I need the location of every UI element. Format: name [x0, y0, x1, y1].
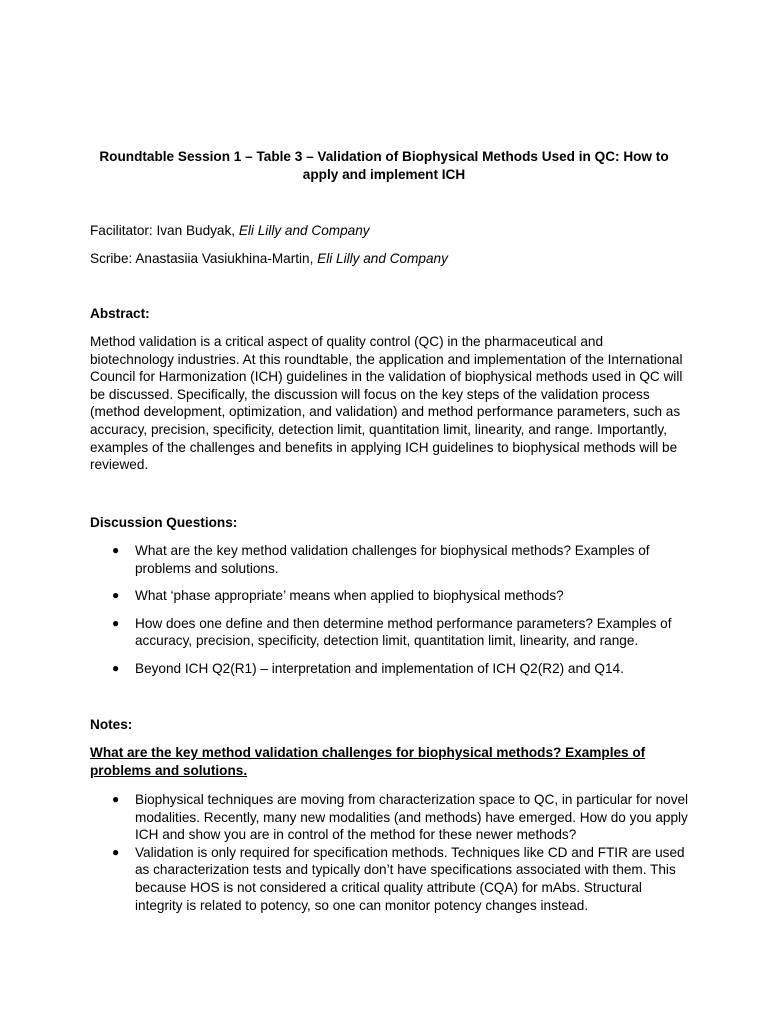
- discussion-item: [90, 587, 690, 605]
- bullet-icon: ●: [112, 844, 120, 859]
- bullet-icon: ●: [112, 615, 120, 630]
- bullet-icon: ●: [112, 588, 120, 603]
- notes-subheading: What are the key method validation challenges for biophysical methods? Examples of problems and solutions.: [90, 745, 646, 778]
- discussion-heading: Discussion Questions:: [90, 515, 238, 530]
- facilitator-line: [90, 222, 370, 240]
- notes-heading: Notes:: [90, 717, 133, 732]
- discussion-item: [90, 615, 690, 650]
- abstract-heading: Abstract:: [90, 306, 150, 321]
- discussion-list: [90, 542, 690, 678]
- bullet-icon: ●: [112, 792, 120, 806]
- facilitator-org: Eli Lilly and Company: [238, 223, 370, 238]
- notes-item-text: Validation is only required for specification methods. Techniques like CD and FTIR are used as characterization tests and typically don’t have specifications associated with them. This because HOS is not considered a critical quality attribute (CQA) for mAbs. Structural integrity is related to potency, so one can monitor potency changes instead.: [135, 844, 685, 913]
- notes-list: [90, 791, 690, 914]
- notes-item: [90, 791, 690, 844]
- scribe-label: Scribe: Anastasiia Vasiukhina-Martin,: [90, 251, 318, 266]
- document-title: Roundtable Session 1 – Table 3 – Validation of Biophysical Methods Used in QC: How to apply and implement ICH: [99, 149, 669, 182]
- discussion-item: [90, 660, 690, 678]
- scribe-org: Eli Lilly and Company: [317, 251, 448, 266]
- discussion-item-text: What are the key method validation challenges for biophysical methods? Examples of problems and solutions.: [135, 543, 650, 576]
- discussion-item-text: Beyond ICH Q2(R1) – interpretation and implementation of ICH Q2(R2) and Q14.: [135, 660, 624, 676]
- bullet-icon: ●: [112, 543, 120, 557]
- notes-item-text: Biophysical techniques are moving from characterization space to QC, in particular for novel modalities. Recently, many new modalities (and methods) have emerged. How do you apply ICH and show you are in control of the method for these newer methods?: [135, 792, 689, 843]
- notes-item: [90, 844, 690, 914]
- abstract-text: Method validation is a critical aspect of quality control (QC) in the pharmaceutical and biotechnology industries. At this roundtable, the application and implementation of the International Council for Harmonization (ICH) guidelines in the validation of biophysical methods used in QC will be discussed. Specifically, the discussion will focus on the key steps of the validation process (method development, optimization, and validation) and method performance parameters, such as accuracy, precision, specificity, detection limit, quantitation limit, linearity, and range. Importantly, examples of the challenges and benefits in applying ICH guidelines to biophysical methods will be reviewed.: [90, 334, 683, 473]
- discussion-item: [90, 542, 690, 577]
- bullet-icon: ●: [112, 660, 120, 675]
- discussion-item-text: How does one define and then determine method performance parameters? Examples of accuracy, precision, specificity, detection limit, quantitation limit, linearity, and range.: [135, 615, 672, 649]
- scribe-line: [90, 250, 448, 268]
- discussion-item-text: What ‘phase appropriate’ means when applied to biophysical methods?: [135, 588, 564, 604]
- facilitator-label: Facilitator: Ivan Budyak,: [90, 223, 239, 238]
